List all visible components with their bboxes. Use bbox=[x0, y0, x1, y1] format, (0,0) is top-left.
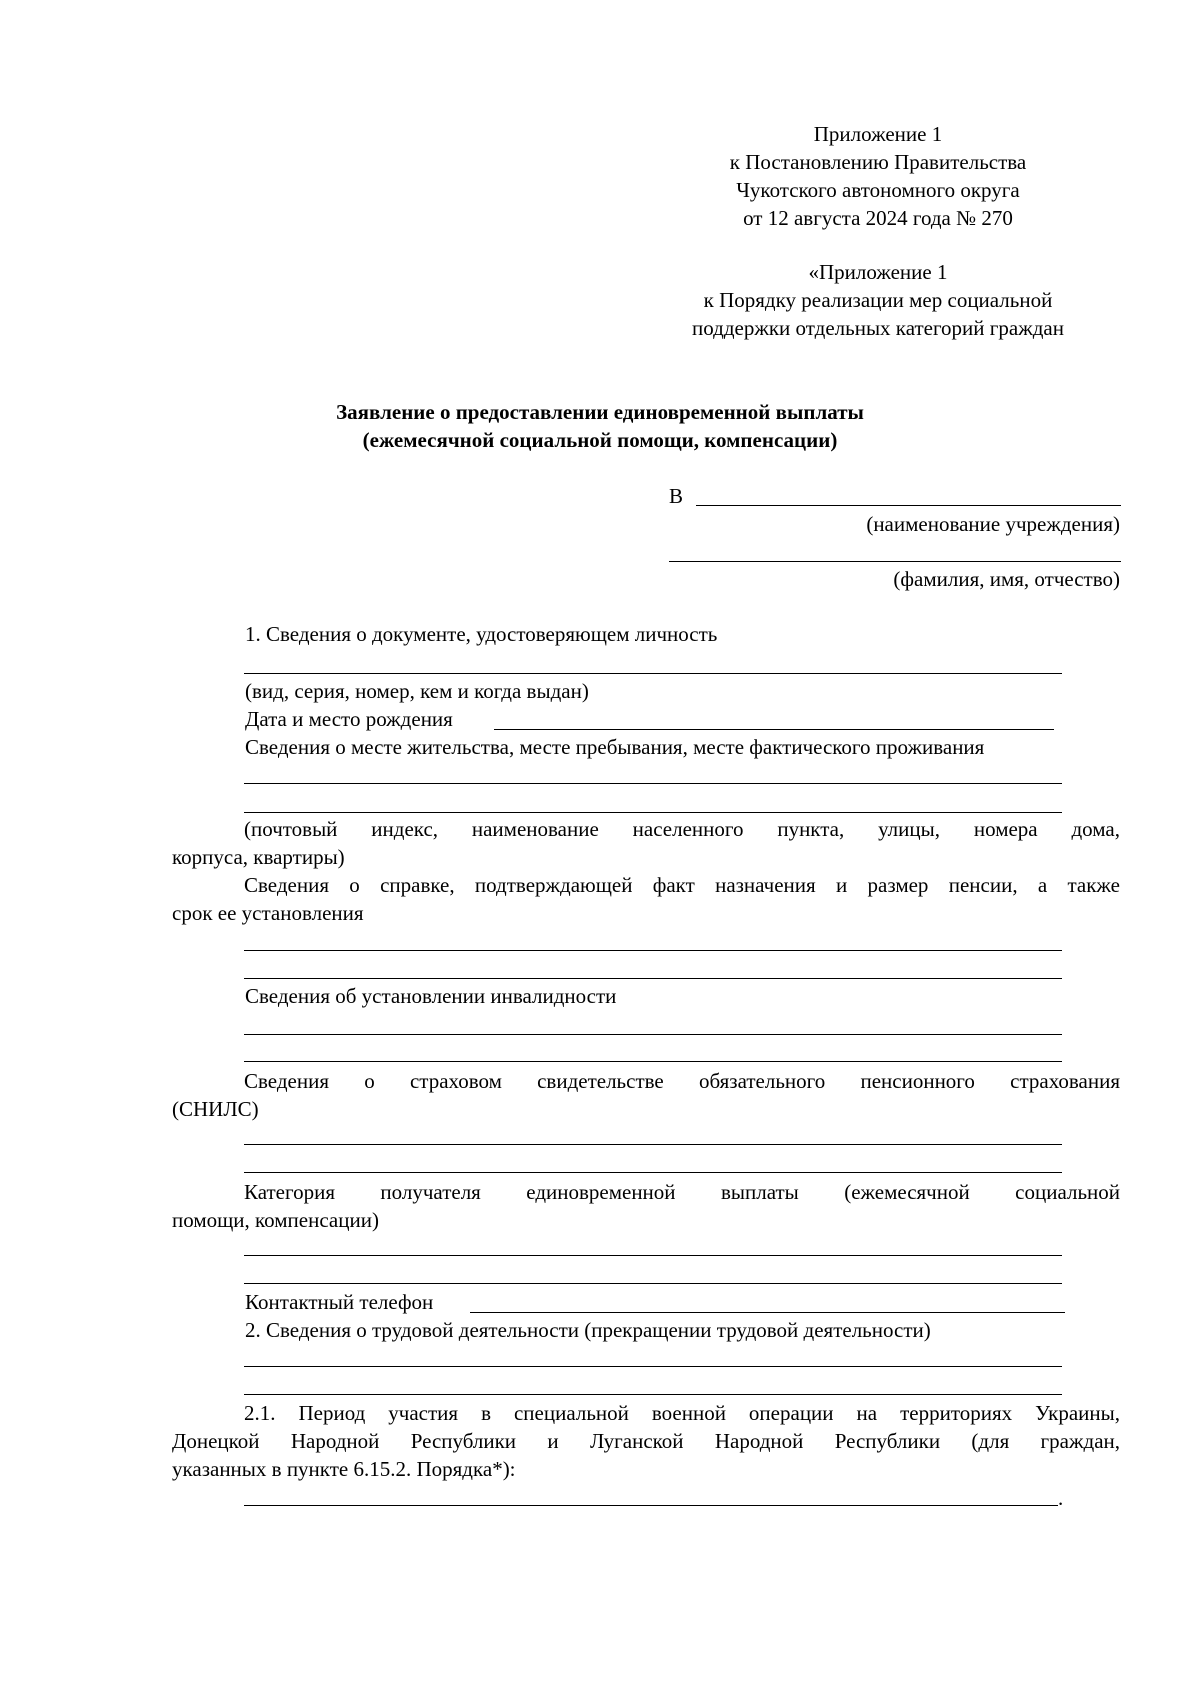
section-2-heading: 2. Сведения о трудовой деятельности (прекращении трудовой деятельности) bbox=[245, 1318, 931, 1342]
section-2-1-text: Донецкой Народной Республики и Луганской Народной Республики (для граждан, bbox=[172, 1429, 1120, 1453]
pension-label-text: Сведения о справке, подтверждающей факт назначения и размер пенсии, а также bbox=[244, 873, 1120, 897]
pension-field-1[interactable] bbox=[244, 950, 1062, 951]
procedure-header bbox=[668, 258, 1088, 342]
disability-field-2[interactable] bbox=[244, 1061, 1062, 1062]
disability-field-1[interactable] bbox=[244, 1034, 1062, 1035]
procedure-header-line: к Порядку реализации мер социальной bbox=[703, 288, 1053, 312]
institution-field[interactable] bbox=[696, 505, 1121, 506]
employment-field-2[interactable] bbox=[244, 1394, 1062, 1395]
applicant-name-field[interactable] bbox=[669, 561, 1121, 562]
residence-field-2[interactable] bbox=[244, 812, 1062, 813]
category-field-2[interactable] bbox=[244, 1283, 1062, 1284]
section-2-1-line-2 bbox=[172, 1427, 1120, 1455]
snils-label-line-1 bbox=[172, 1067, 1120, 1095]
institution-caption: (наименование учреждения) bbox=[866, 512, 1120, 536]
procedure-header-line: поддержки отдельных категорий граждан bbox=[692, 316, 1064, 340]
employment-field-1[interactable] bbox=[244, 1366, 1062, 1367]
address-caption-text: (почтовый индекс, наименование населенного пункта, улицы, номера дома, bbox=[244, 817, 1120, 841]
id-document-field[interactable] bbox=[244, 673, 1062, 674]
snils-label-text: Сведения о страховом свидетельстве обязательного пенсионного страхования bbox=[244, 1069, 1120, 1093]
birth-field[interactable] bbox=[494, 729, 1054, 730]
appendix-header-line: Чукотского автономного округа bbox=[736, 178, 1020, 202]
residence-label: Сведения о месте жительства, месте пребывания, месте фактического проживания bbox=[245, 735, 985, 759]
svo-period-end: . bbox=[1058, 1486, 1064, 1510]
appendix-header-line: Приложение 1 bbox=[813, 122, 943, 146]
category-label-line-1 bbox=[172, 1178, 1120, 1206]
residence-field-1[interactable] bbox=[244, 783, 1062, 784]
category-label-text: Категория получателя единовременной выплаты (ежемесячной социальной bbox=[244, 1180, 1120, 1204]
snils-field-1[interactable] bbox=[244, 1144, 1062, 1145]
section-2-1-text: 2.1. Период участия в специальной военной операции на территориях Украины, bbox=[244, 1401, 1120, 1425]
pension-field-2[interactable] bbox=[244, 978, 1062, 979]
addressee-prefix: В bbox=[669, 484, 684, 508]
procedure-header-line: «Приложение 1 bbox=[808, 260, 948, 284]
section-1-heading: 1. Сведения о документе, удостоверяющем личность bbox=[245, 622, 718, 646]
address-caption-line-2: корпуса, квартиры) bbox=[172, 845, 345, 869]
address-caption-line-1 bbox=[172, 815, 1120, 843]
phone-field[interactable] bbox=[470, 1312, 1065, 1313]
appendix-header bbox=[668, 120, 1088, 232]
svo-period-field[interactable] bbox=[244, 1505, 1058, 1506]
phone-label: Контактный телефон bbox=[245, 1290, 434, 1314]
pension-label-line-2: срок ее установления bbox=[172, 901, 364, 925]
category-field-1[interactable] bbox=[244, 1255, 1062, 1256]
document-title bbox=[300, 398, 900, 454]
snils-label-line-2: (СНИЛС) bbox=[172, 1097, 259, 1121]
snils-field-2[interactable] bbox=[244, 1172, 1062, 1173]
applicant-name-caption: (фамилия, имя, отчество) bbox=[893, 567, 1120, 591]
pension-label-line-1 bbox=[172, 871, 1120, 899]
appendix-header-line: к Постановлению Правительства bbox=[729, 150, 1027, 174]
id-document-caption: (вид, серия, номер, кем и когда выдан) bbox=[245, 679, 589, 703]
section-2-1-line-3: указанных в пункте 6.15.2. Порядка*): bbox=[172, 1457, 516, 1481]
document-title-line: Заявление о предоставлении единовременной выплаты bbox=[336, 400, 864, 424]
disability-label: Сведения об установлении инвалидности bbox=[245, 984, 617, 1008]
appendix-header-line: от 12 августа 2024 года № 270 bbox=[743, 206, 1013, 230]
section-2-1-line-1 bbox=[172, 1399, 1120, 1427]
document-title-line: (ежемесячной социальной помощи, компенсации) bbox=[362, 428, 838, 452]
category-label-line-2: помощи, компенсации) bbox=[172, 1208, 379, 1232]
birth-label: Дата и место рождения bbox=[245, 707, 453, 731]
